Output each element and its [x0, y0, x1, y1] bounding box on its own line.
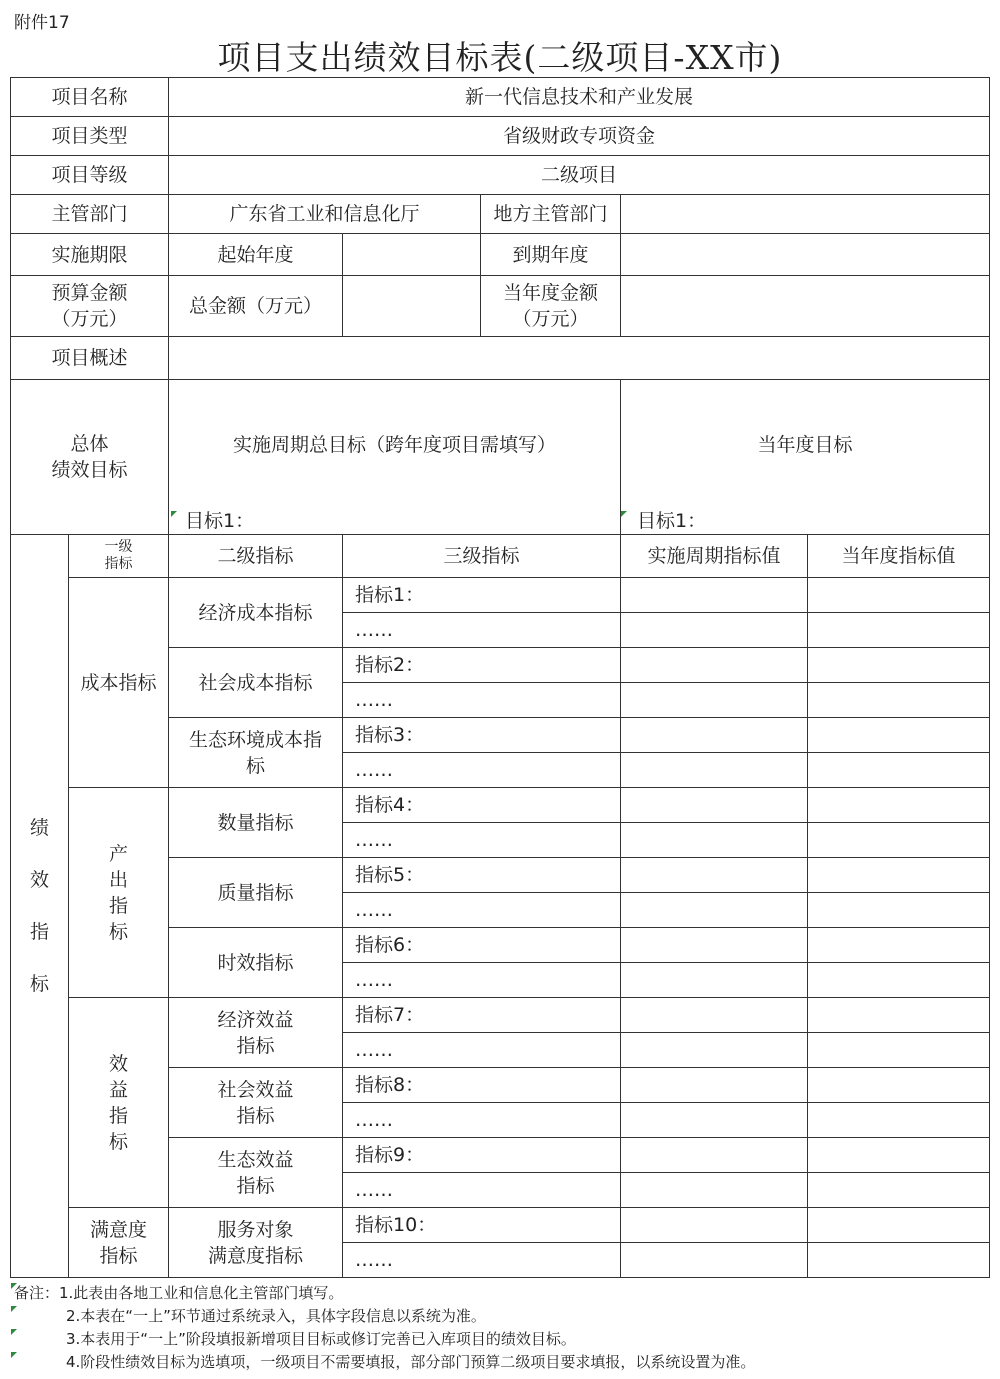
- year-value-cell[interactable]: [808, 578, 990, 613]
- ellipsis-row[interactable]: ……: [343, 963, 621, 998]
- year-value-cell[interactable]: [808, 928, 990, 963]
- start-year-label: 起始年度: [169, 234, 343, 276]
- period-value-cell[interactable]: [621, 1243, 808, 1278]
- dept-value[interactable]: 广东省工业和信息化厅: [169, 195, 481, 234]
- project-name-label: 项目名称: [11, 78, 169, 117]
- period-label: 实施期限: [11, 234, 169, 276]
- ellipsis-row[interactable]: ……: [343, 1173, 621, 1208]
- period-value-cell[interactable]: [621, 893, 808, 928]
- ellipsis-row[interactable]: ……: [343, 1033, 621, 1068]
- period-value-cell[interactable]: [621, 753, 808, 788]
- period-goal-sub: 目标1：: [185, 510, 255, 532]
- indicator-row-10[interactable]: 指标10：: [343, 1208, 621, 1243]
- ellipsis-row[interactable]: ……: [343, 613, 621, 648]
- project-level-value[interactable]: 二级项目: [169, 156, 990, 195]
- year-value-cell[interactable]: [808, 998, 990, 1033]
- period-value-cell[interactable]: [621, 1208, 808, 1243]
- indicator-row-4[interactable]: 指标4：: [343, 788, 621, 823]
- period-value-cell[interactable]: [621, 1068, 808, 1103]
- year-value-cell[interactable]: [808, 613, 990, 648]
- attachment-label: 附件17: [14, 13, 70, 33]
- year-amount-value[interactable]: [621, 276, 990, 337]
- project-type-label: 项目类型: [11, 117, 169, 156]
- project-level-label: 项目等级: [11, 156, 169, 195]
- year-value-cell[interactable]: [808, 858, 990, 893]
- period-goal-cell[interactable]: [169, 380, 621, 535]
- period-value-cell[interactable]: [621, 928, 808, 963]
- year-goal-cell[interactable]: [621, 380, 990, 535]
- period-value-cell[interactable]: [621, 998, 808, 1033]
- ellipsis-row[interactable]: ……: [343, 1103, 621, 1138]
- note-line-4: 4.阶段性绩效目标为选填项，一级项目不需要填报，部分部门预算二级项目要求填报，以系统设置为准。: [66, 1353, 756, 1371]
- year-goal-sub: 目标1：: [637, 510, 707, 532]
- page-title: 项目支出绩效目标表(二级项目-XX市): [217, 38, 783, 77]
- start-year-value[interactable]: [343, 234, 481, 276]
- level2-social-benefit: 社会效益 指标: [169, 1068, 343, 1138]
- cell-marker-icon: [11, 1283, 17, 1289]
- level2-social-cost: 社会成本指标: [169, 648, 343, 718]
- period-value-cell[interactable]: [621, 788, 808, 823]
- total-amount-value[interactable]: [343, 276, 481, 337]
- indicator-row-1[interactable]: 指标1：: [343, 578, 621, 613]
- year-value-cell[interactable]: [808, 753, 990, 788]
- indicator-row-6[interactable]: 指标6：: [343, 928, 621, 963]
- period-value-header: 实施周期指标值: [621, 535, 808, 578]
- overview-value[interactable]: [169, 337, 990, 380]
- group-benefit: 效 益 指 标: [69, 998, 169, 1208]
- period-value-cell[interactable]: [621, 613, 808, 648]
- overall-goal-label: 总体 绩效目标: [11, 380, 169, 535]
- end-year-value[interactable]: [621, 234, 990, 276]
- year-value-cell[interactable]: [808, 1033, 990, 1068]
- project-name-value[interactable]: 新一代信息技术和产业发展: [169, 78, 990, 117]
- indicator-side-label: 绩 效 指 标: [11, 535, 69, 1278]
- year-value-cell[interactable]: [808, 1138, 990, 1173]
- group-output: 产 出 指 标: [69, 788, 169, 998]
- total-amount-label: 总金额（万元）: [169, 276, 343, 337]
- period-value-cell[interactable]: [621, 1138, 808, 1173]
- period-value-cell[interactable]: [621, 1173, 808, 1208]
- indicator-row-9[interactable]: 指标9：: [343, 1138, 621, 1173]
- year-amount-label: 当年度金额 （万元）: [481, 276, 621, 337]
- level2-economic-cost: 经济成本指标: [169, 578, 343, 648]
- overview-label: 项目概述: [11, 337, 169, 380]
- year-value-cell[interactable]: [808, 1173, 990, 1208]
- period-value-cell[interactable]: [621, 858, 808, 893]
- year-value-cell[interactable]: [808, 683, 990, 718]
- cell-marker-icon: [171, 511, 177, 517]
- indicator-row-3[interactable]: 指标3：: [343, 718, 621, 753]
- notes: [14, 1282, 755, 1374]
- level2-timeliness: 时效指标: [169, 928, 343, 998]
- year-value-header: 当年度指标值: [808, 535, 990, 578]
- year-value-cell[interactable]: [808, 1208, 990, 1243]
- period-value-cell[interactable]: [621, 963, 808, 998]
- note-line-1: 备注：1.此表由各地工业和信息化主管部门填写。: [14, 1284, 344, 1302]
- period-value-cell[interactable]: [621, 683, 808, 718]
- performance-target-table: [10, 77, 990, 1278]
- note-line-3: 3.本表用于“一上”阶段填报新增项目目标或修订完善已入库项目的绩效目标。: [66, 1330, 576, 1348]
- level2-service-satisfaction: 服务对象 满意度指标: [169, 1208, 343, 1278]
- period-value-cell[interactable]: [621, 823, 808, 858]
- level2-quality: 质量指标: [169, 858, 343, 928]
- period-value-cell[interactable]: [621, 1033, 808, 1068]
- local-dept-label: 地方主管部门: [481, 195, 621, 234]
- budget-label: 预算金额 （万元）: [11, 276, 169, 337]
- period-value-cell[interactable]: [621, 718, 808, 753]
- project-type-value[interactable]: 省级财政专项资金: [169, 117, 990, 156]
- level3-header: 三级指标: [343, 535, 621, 578]
- cell-marker-icon: [11, 1306, 17, 1312]
- end-year-label: 到期年度: [481, 234, 621, 276]
- indicator-row-5[interactable]: 指标5：: [343, 858, 621, 893]
- period-goal-title: 实施周期总目标（跨年度项目需填写）: [233, 434, 557, 456]
- level1-header: 一级 指标: [69, 535, 169, 578]
- ellipsis-row[interactable]: ……: [343, 823, 621, 858]
- group-cost: 成本指标: [69, 578, 169, 788]
- year-value-cell[interactable]: [808, 648, 990, 683]
- year-value-cell[interactable]: [808, 1243, 990, 1278]
- cell-marker-icon: [621, 511, 627, 517]
- indicator-row-2[interactable]: 指标2：: [343, 648, 621, 683]
- year-value-cell[interactable]: [808, 1103, 990, 1138]
- cell-marker-icon: [11, 1352, 17, 1358]
- level2-header: 二级指标: [169, 535, 343, 578]
- level2-econ-benefit: 经济效益 指标: [169, 998, 343, 1068]
- year-value-cell[interactable]: [808, 1068, 990, 1103]
- dept-label: 主管部门: [11, 195, 169, 234]
- ellipsis-row[interactable]: ……: [343, 893, 621, 928]
- level2-eco-cost: 生态环境成本指 标: [169, 718, 343, 788]
- local-dept-value[interactable]: [621, 195, 990, 234]
- period-value-cell[interactable]: [621, 648, 808, 683]
- group-satisfaction: 满意度 指标: [69, 1208, 169, 1278]
- ellipsis-row[interactable]: ……: [343, 683, 621, 718]
- period-value-cell[interactable]: [621, 578, 808, 613]
- note-line-2: 2.本表在“一上”环节通过系统录入，具体字段信息以系统为准。: [66, 1307, 486, 1325]
- level2-eco-benefit: 生态效益 指标: [169, 1138, 343, 1208]
- cell-marker-icon: [11, 1329, 17, 1335]
- year-value-cell[interactable]: [808, 823, 990, 858]
- ellipsis-row[interactable]: ……: [343, 1243, 621, 1278]
- indicator-row-7[interactable]: 指标7：: [343, 998, 621, 1033]
- indicator-row-8[interactable]: 指标8：: [343, 1068, 621, 1103]
- year-goal-title: 当年度目标: [757, 434, 853, 456]
- ellipsis-row[interactable]: ……: [343, 753, 621, 788]
- period-value-cell[interactable]: [621, 1103, 808, 1138]
- level2-quantity: 数量指标: [169, 788, 343, 858]
- year-value-cell[interactable]: [808, 963, 990, 998]
- year-value-cell[interactable]: [808, 718, 990, 753]
- year-value-cell[interactable]: [808, 893, 990, 928]
- year-value-cell[interactable]: [808, 788, 990, 823]
